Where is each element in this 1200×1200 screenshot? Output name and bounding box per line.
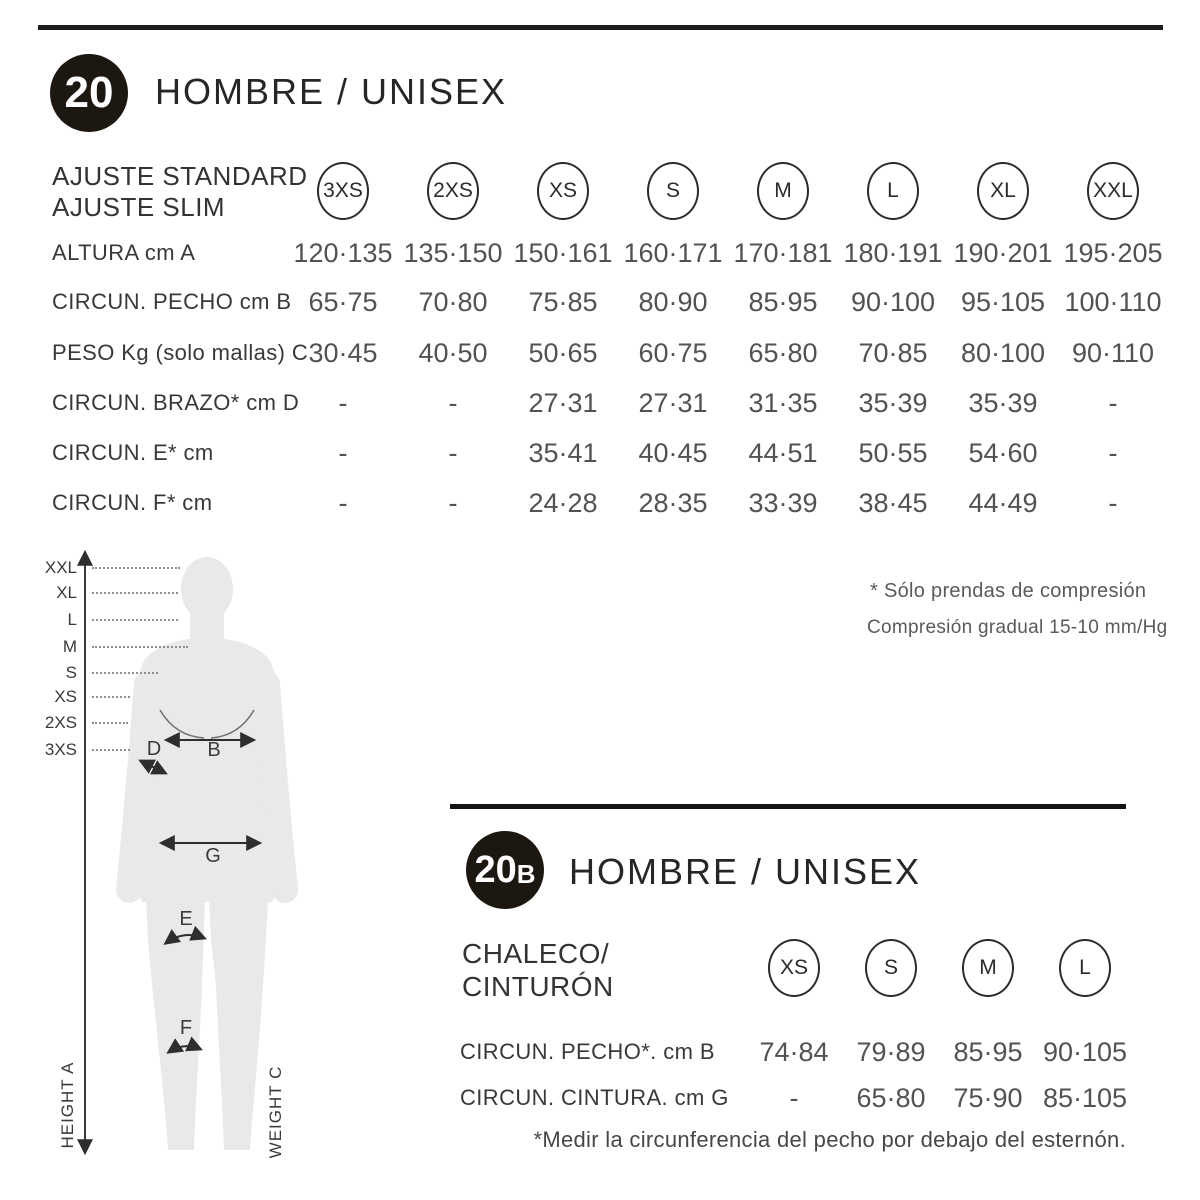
size-bubble-label: 3XS	[323, 179, 363, 202]
size-bubble-m	[757, 162, 809, 220]
table-cell: 80·90	[638, 287, 708, 317]
product-label-cinturon: CINTURÓN	[462, 971, 614, 1002]
table-cell: 80·100	[960, 338, 1046, 368]
fit-label-slim: AJUSTE SLIM	[52, 192, 226, 222]
size-bubble-3xs	[317, 162, 369, 220]
table-cell: 85·95	[953, 1037, 1023, 1067]
ladder-label-3xs: 3XS	[44, 740, 77, 759]
table-cell: -	[338, 388, 348, 418]
table-cell: 65·80	[856, 1083, 926, 1113]
size-bubble-label: S	[883, 956, 898, 979]
table-cell: 38·45	[858, 488, 928, 518]
section-20b-badge-number: 20	[474, 848, 517, 891]
weight-axis-label: WEIGHT C	[266, 1065, 285, 1159]
table-cell: -	[1108, 488, 1118, 518]
ladder-label-2xs: 2XS	[44, 713, 77, 732]
table-cell: 135·150	[403, 238, 503, 268]
ladder-label-xl: XL	[56, 583, 77, 602]
table-cell: 31·35	[748, 388, 818, 418]
marker-letter-g: G	[205, 845, 221, 867]
table-cell: 30·45	[308, 338, 378, 368]
table-cell: 60·75	[638, 338, 708, 368]
table-cell: 27·31	[528, 388, 598, 418]
size-bubble-label: M	[774, 179, 792, 202]
size-bubble-b-m	[962, 939, 1014, 997]
size-bubble-xs	[537, 162, 589, 220]
row-label: CIRCUN. PECHO*. cm B	[460, 1039, 715, 1064]
fit-label-standard: AJUSTE STANDARD	[52, 161, 308, 191]
size-bubble-xl	[977, 162, 1029, 220]
table-cell: -	[1108, 438, 1118, 468]
table-cell: 190·201	[953, 238, 1053, 268]
size-bubble-label: XL	[990, 179, 1016, 202]
table-cell: 28·35	[638, 488, 708, 518]
table-cell: 120·135	[293, 238, 393, 268]
size-bubble-s	[647, 162, 699, 220]
row-label: ALTURA cm A	[52, 240, 196, 265]
table-cell: -	[1108, 388, 1118, 418]
table-cell: 180·191	[843, 238, 943, 268]
ladder-dotted-line	[92, 567, 180, 569]
table-cell: 75·90	[953, 1083, 1023, 1113]
section-20b-divider-bar	[450, 804, 1126, 809]
table-cell: 90·105	[1042, 1037, 1128, 1067]
marker-letter-e: E	[179, 908, 193, 930]
table-cell: 27·31	[638, 388, 708, 418]
ladder-dotted-line	[92, 696, 130, 698]
height-axis-label: HEIGHT A	[58, 1061, 77, 1149]
ladder-label-l: L	[67, 610, 77, 629]
table-cell: 70·80	[418, 287, 488, 317]
ladder-dotted-line	[92, 749, 130, 751]
table-cell: 90·110	[1071, 338, 1155, 368]
note-compression-only: * Sólo prendas de compresión	[870, 580, 1147, 602]
table-cell: 85·95	[748, 287, 818, 317]
row-label: CIRCUN. CINTURA. cm G	[460, 1085, 729, 1110]
size-bubble-label: XS	[779, 956, 808, 979]
table-cell: 33·39	[748, 488, 818, 518]
table-cell: 90·100	[850, 287, 936, 317]
table-cell: 44·49	[968, 488, 1038, 518]
table-cell: 50·65	[528, 338, 598, 368]
marker-letter-d: D	[146, 738, 162, 760]
size-bubble-b-l	[1059, 939, 1111, 997]
table-cell: 75·85	[528, 287, 598, 317]
table-cell: -	[789, 1083, 799, 1113]
table-cell: 74·84	[759, 1037, 829, 1067]
table-cell: 35·39	[968, 388, 1038, 418]
table-cell: 54·60	[968, 438, 1038, 468]
table-cell: 85·105	[1042, 1083, 1128, 1113]
marker-letter-f: F	[179, 1017, 193, 1039]
table-cell: 160·171	[623, 238, 723, 268]
ladder-label-xs: XS	[54, 687, 77, 706]
ladder-dotted-line	[92, 592, 178, 594]
table-cell: 95·105	[960, 287, 1046, 317]
product-label-chaleco: CHALECO/	[462, 938, 610, 969]
table-cell: 40·50	[418, 338, 488, 368]
size-bubble-label: S	[665, 179, 680, 202]
table-cell: 170·181	[733, 238, 833, 268]
table-cell: -	[448, 488, 458, 518]
size-bubble-2xs	[427, 162, 479, 220]
section-20-badge-number: 20	[64, 68, 114, 117]
table-cell: 50·55	[858, 438, 928, 468]
size-bubble-xxl	[1087, 162, 1139, 220]
ladder-dotted-line	[92, 619, 178, 621]
row-label: PESO Kg (solo mallas) C	[52, 340, 309, 365]
table-cell: 65·75	[308, 287, 378, 317]
section-20b-title: HOMBRE / UNISEX	[569, 851, 922, 892]
table-cell: -	[338, 488, 348, 518]
product-labels	[462, 937, 614, 1003]
table-cell: -	[338, 438, 348, 468]
size-bubble-label: L	[1079, 956, 1091, 979]
ladder-dotted-line	[92, 722, 128, 724]
row-label: CIRCUN. PECHO cm B	[52, 289, 292, 314]
section-20b-badge-suffix: B	[516, 858, 536, 889]
chest-measure-footnote: *Medir la circunferencia del pecho por debajo del esternón.	[533, 1127, 1126, 1152]
size-bubble-label: XXL	[1093, 179, 1133, 202]
table-cell: 40·45	[638, 438, 708, 468]
size-bubble-b-xs	[768, 939, 820, 997]
table-cell: -	[448, 388, 458, 418]
size-bubble-l	[867, 162, 919, 220]
table-cell: 70·85	[858, 338, 928, 368]
section-20-title: HOMBRE / UNISEX	[155, 71, 508, 112]
ladder-label-xxl: XXL	[44, 558, 77, 577]
size-bubble-label: L	[887, 179, 899, 202]
ladder-label-m: M	[62, 637, 77, 656]
table-cell: 150·161	[513, 238, 613, 268]
table-cell: 44·51	[748, 438, 818, 468]
size-bubble-label: XS	[548, 179, 577, 202]
ladder-dotted-line	[92, 672, 158, 674]
table-cell: 195·205	[1063, 238, 1163, 268]
row-label: CIRCUN. BRAZO* cm D	[52, 390, 300, 415]
marker-letter-b: B	[207, 739, 221, 761]
size-bubble-b-s	[865, 939, 917, 997]
row-label: CIRCUN. E* cm	[52, 440, 214, 465]
table-cell: 65·80	[748, 338, 818, 368]
row-label: CIRCUN. F* cm	[52, 490, 213, 515]
table-cell: 24·28	[528, 488, 598, 518]
table-cell: 100·110	[1064, 287, 1162, 317]
table-cell: 35·39	[858, 388, 928, 418]
ladder-label-s: S	[65, 663, 77, 682]
table-cell: -	[448, 438, 458, 468]
table-cell: 35·41	[528, 438, 598, 468]
table-cell: 79·89	[856, 1037, 926, 1067]
ladder-dotted-line	[92, 646, 188, 648]
note-gradual-compression: Compresión gradual 15-10 mm/Hg	[867, 617, 1168, 638]
size-bubble-label: M	[979, 956, 997, 979]
section-20b-badge	[466, 831, 544, 909]
size-bubble-label: 2XS	[433, 179, 473, 202]
